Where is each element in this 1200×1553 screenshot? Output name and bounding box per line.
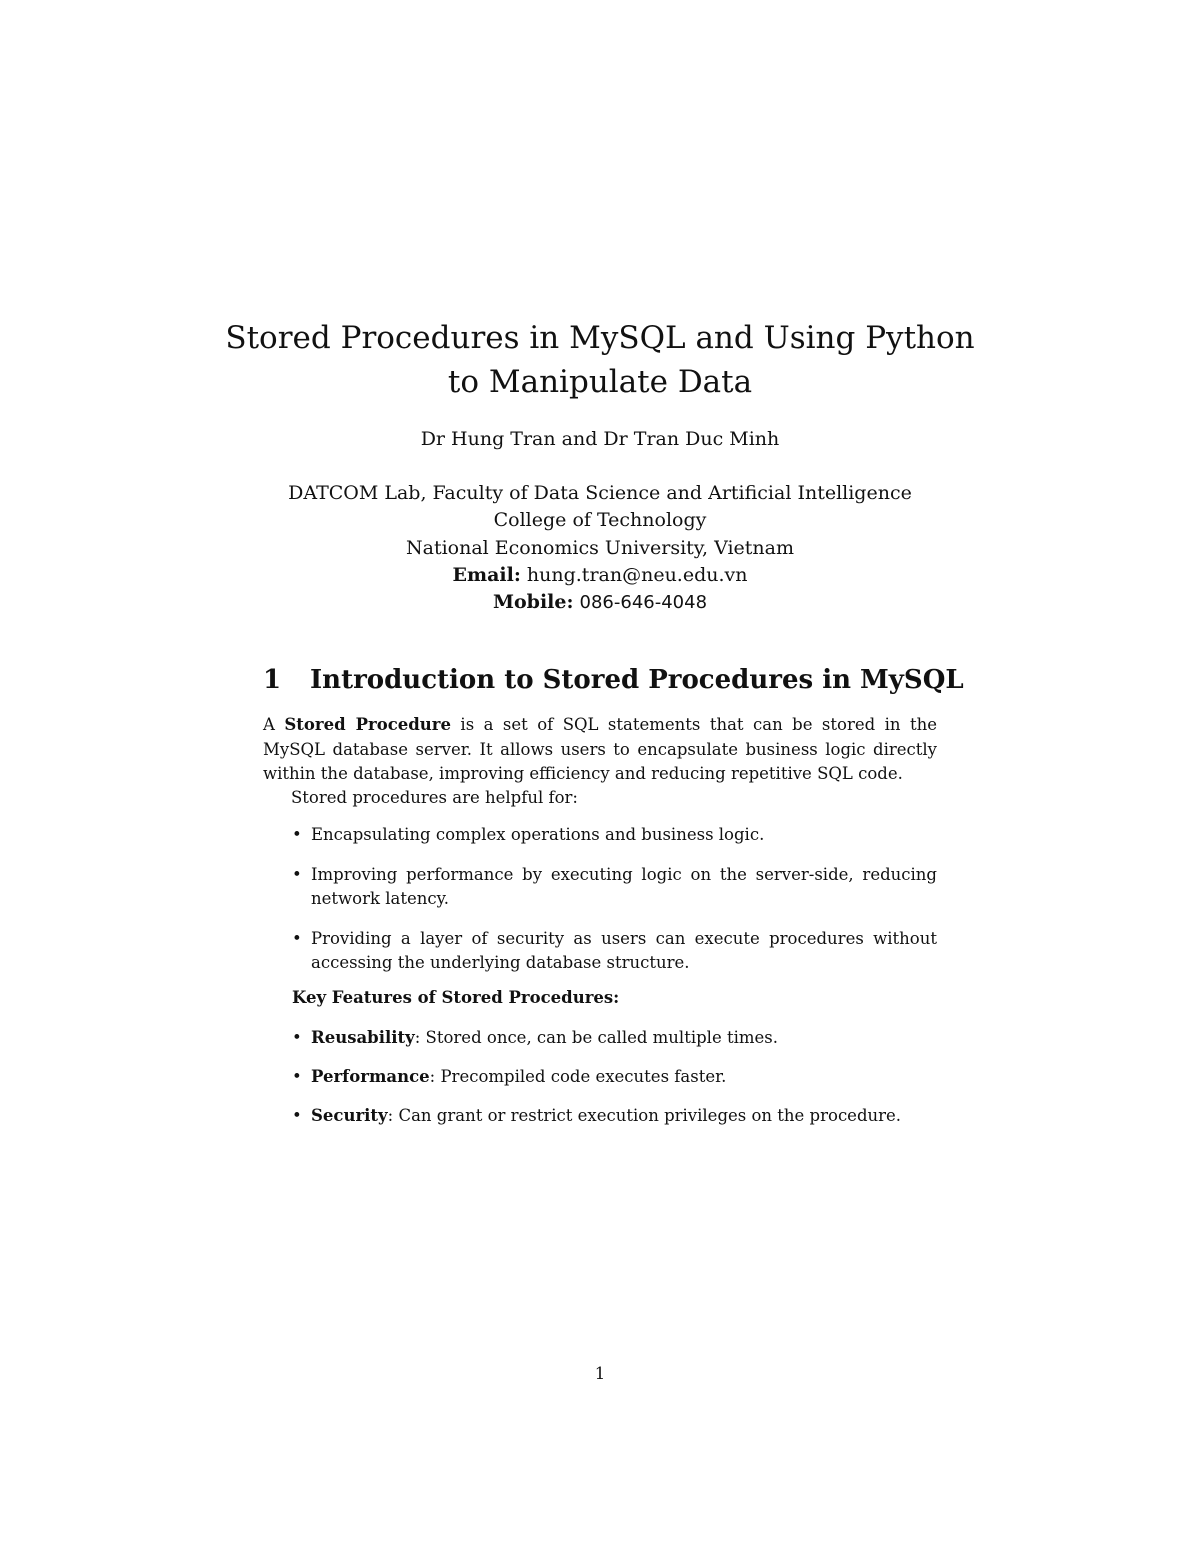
list-item-text: Encapsulating complex operations and business logic. xyxy=(311,825,765,844)
bullet-icon: • xyxy=(292,825,302,844)
list-item xyxy=(292,823,937,848)
authors: Dr Hung Tran and Dr Tran Duc Minh xyxy=(420,428,780,450)
feature-desc: : Can grant or restrict execution privileges on the procedure. xyxy=(387,1106,902,1125)
section-number: 1 xyxy=(263,665,282,695)
email-line xyxy=(200,562,1000,589)
list-item xyxy=(292,1065,937,1090)
features-list xyxy=(292,1026,937,1143)
email-label: Email: xyxy=(452,563,521,586)
section-heading xyxy=(263,662,963,698)
bullet-icon: • xyxy=(292,1067,302,1086)
mobile-label: Mobile: xyxy=(492,591,574,614)
affiliation-lab: DATCOM Lab, Faculty of Data Science and Artificial Intelligence xyxy=(288,482,912,504)
intro-term: Stored Procedure xyxy=(284,715,451,734)
key-features-heading: Key Features of Stored Procedures: xyxy=(292,988,620,1007)
list-item xyxy=(292,1104,937,1129)
section-title: Introduction to Stored Procedures in MySQL xyxy=(310,665,964,695)
intro-rest: is a set of SQL statements that can be stored in the MySQL database server. It allows users to encapsulate business logic directly within the database, improving efficiency and reducing repetitive SQL code. xyxy=(263,715,937,783)
bullet-icon: • xyxy=(292,1028,302,1047)
affiliation-university: National Economics University, Vietnam xyxy=(406,536,794,559)
list-item xyxy=(292,863,937,912)
bullet-icon: • xyxy=(292,1106,302,1125)
list-item xyxy=(292,927,937,976)
list-item-text: Providing a layer of security as users can execute procedures without accessing the underlying database structure. xyxy=(311,928,937,972)
title-line-1: Stored Procedures in MySQL and Using Python xyxy=(225,320,975,356)
list-item-text: Improving performance by executing logic on the server-side, reducing network latency. xyxy=(311,864,937,908)
feature-desc: : Precompiled code executes faster. xyxy=(429,1067,727,1086)
feature-term: Security xyxy=(311,1106,388,1125)
mobile-line xyxy=(200,589,1000,616)
feature-term: Performance xyxy=(311,1067,430,1086)
uses-list xyxy=(292,823,937,991)
paper-title xyxy=(200,316,1000,404)
affiliation-block xyxy=(200,480,1000,616)
affiliation-college: College of Technology xyxy=(493,509,707,532)
email-address: hung.tran@neu.edu.vn xyxy=(526,563,748,586)
feature-desc: : Stored once, can be called multiple times. xyxy=(414,1028,778,1047)
bullet-icon: • xyxy=(292,928,302,948)
bullet-icon: • xyxy=(292,864,302,884)
mobile-number: 086-646-4048 xyxy=(579,592,708,614)
page-number: 1 xyxy=(594,1364,606,1383)
intro-paragraph xyxy=(263,713,937,787)
list-item xyxy=(292,1026,937,1051)
helpful-paragraph: Stored procedures are helpful for: xyxy=(291,788,578,807)
title-line-2: to Manipulate Data xyxy=(447,364,753,400)
intro-lead: A xyxy=(263,715,285,734)
feature-term: Reusability xyxy=(311,1028,415,1047)
